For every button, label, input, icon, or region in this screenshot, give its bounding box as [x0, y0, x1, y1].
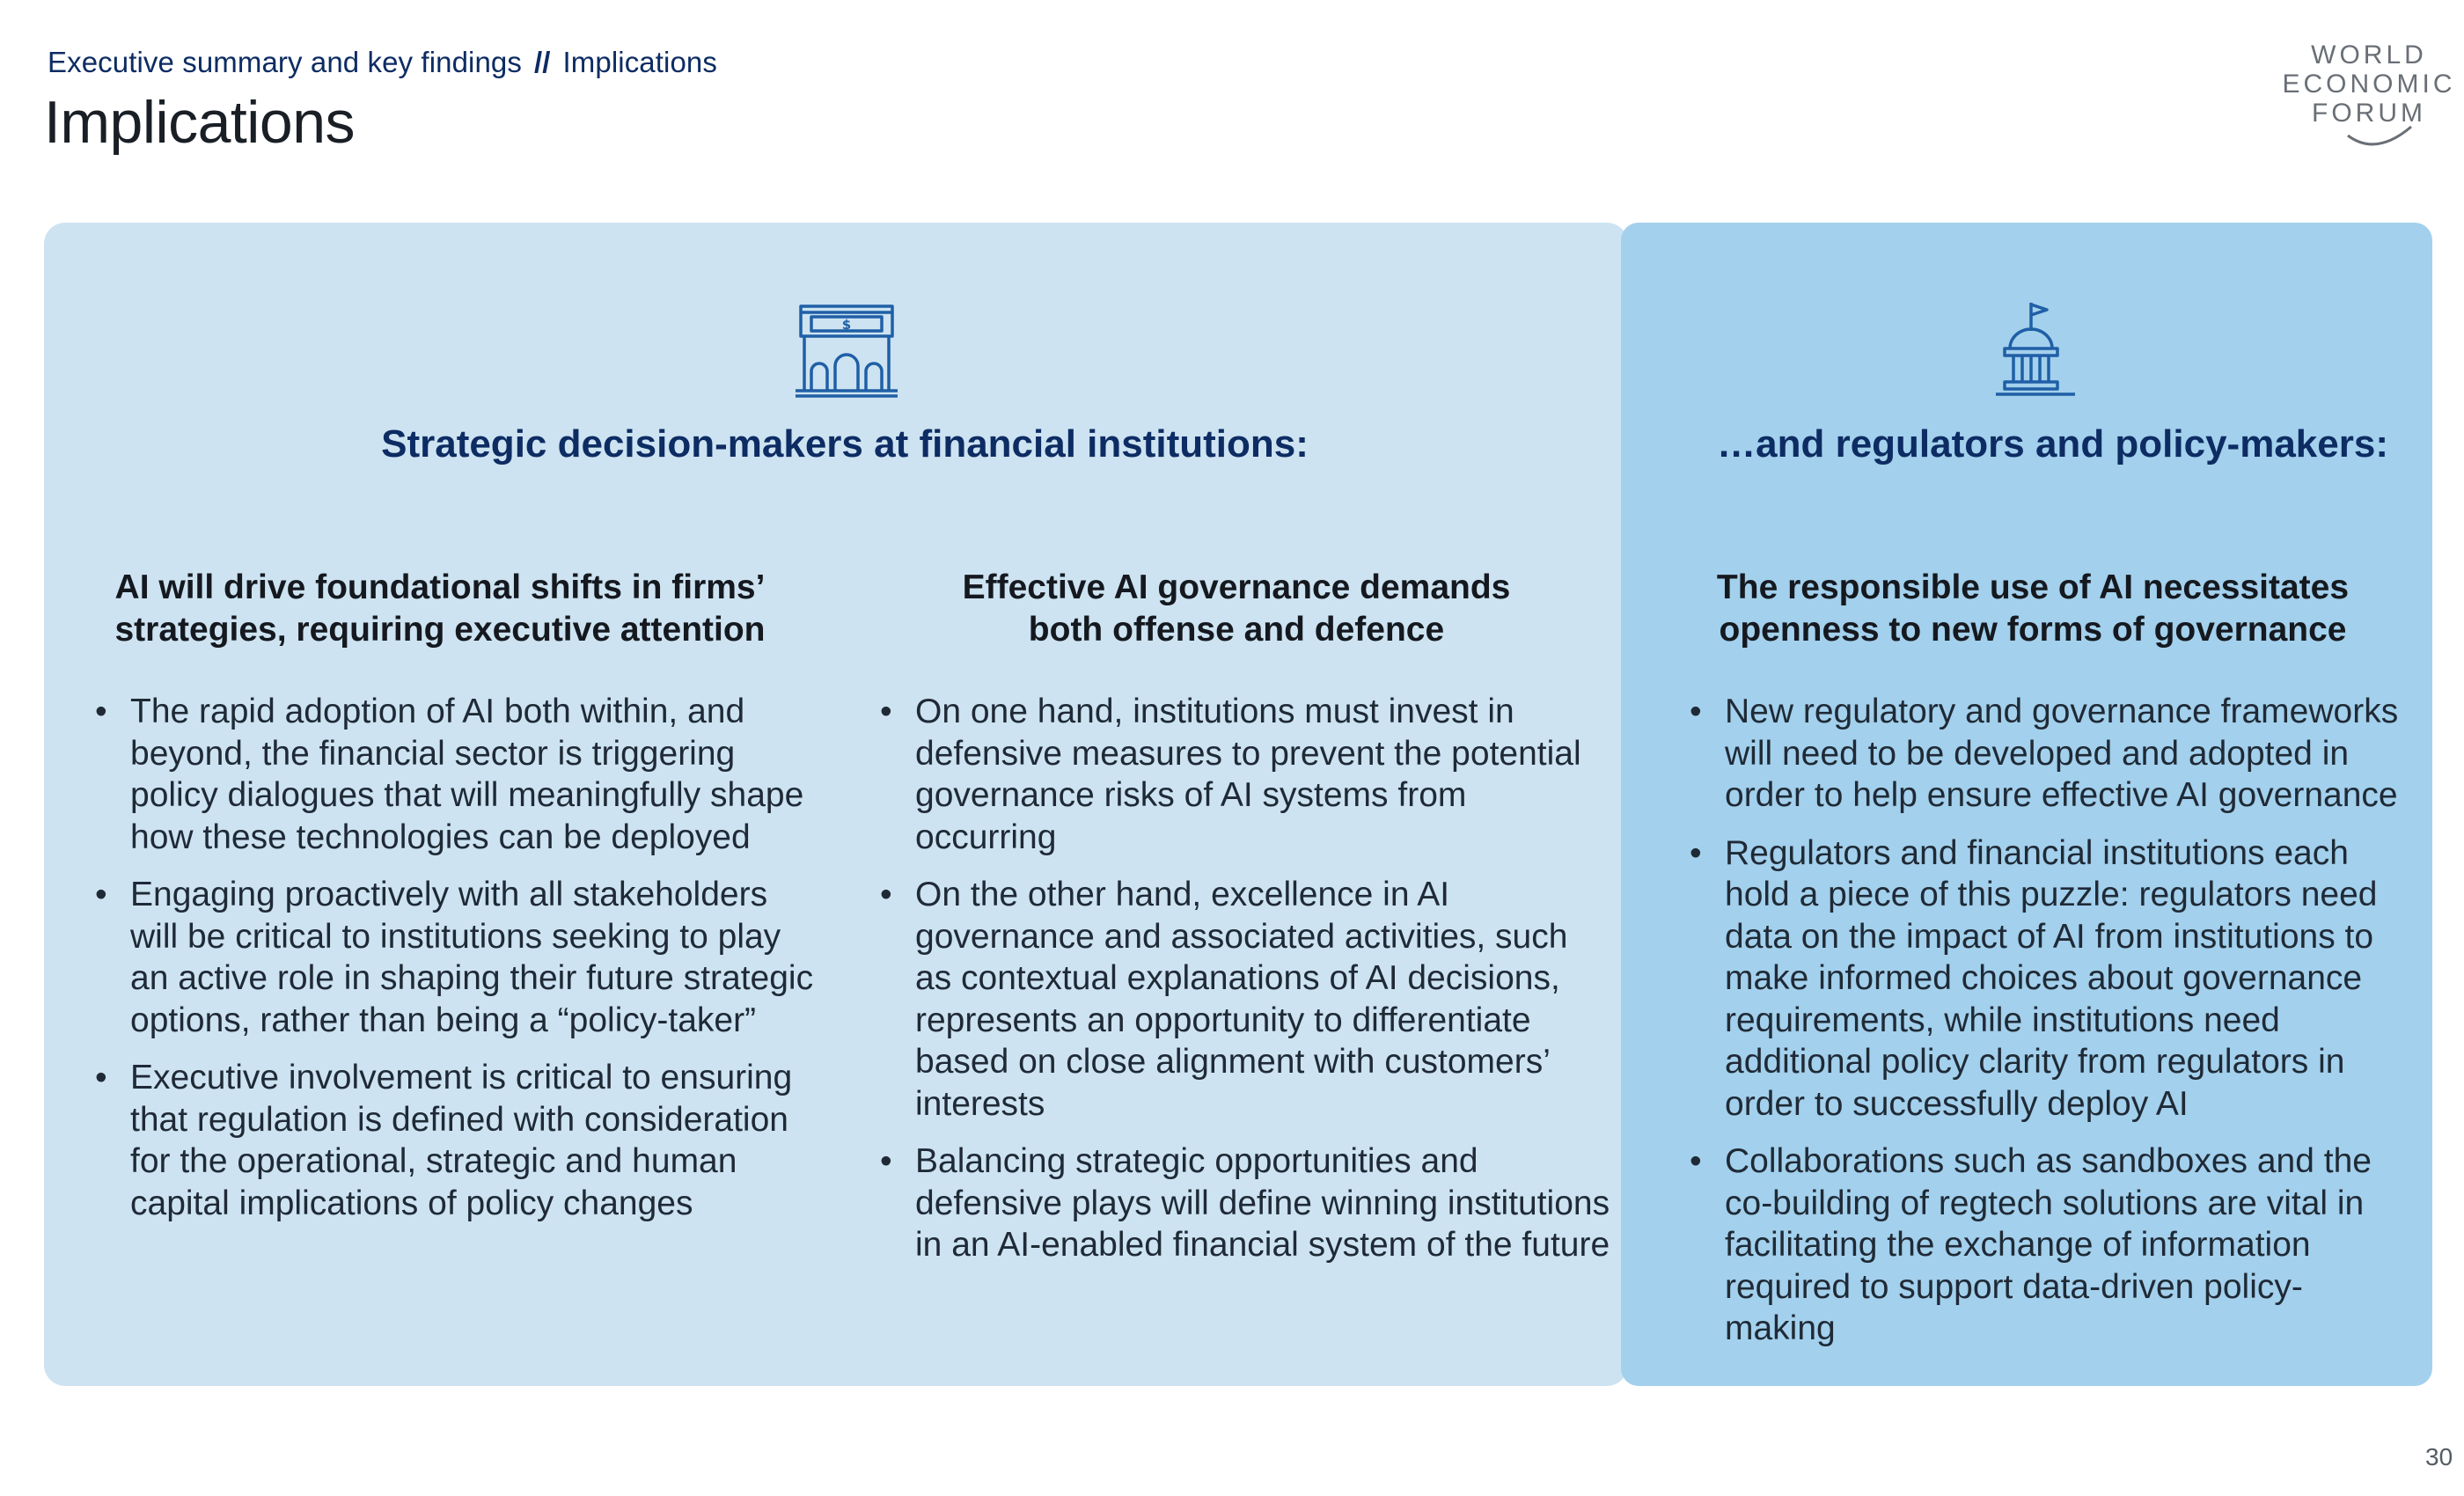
page-title: Implications [44, 89, 356, 156]
bullet-item: • Executive involvement is critical to ensuring that regulation is defined with consideration for the operational, strategic and human capital implications of policy changes [95, 1057, 817, 1224]
bank-storefront-icon [792, 299, 901, 401]
column-1-bullet-list [95, 691, 817, 1240]
column-3-heading [1672, 567, 2394, 651]
bullet-item: • Balancing strategic opportunities and defensive plays will define winning institutions in an AI-enabled financial system of the future [880, 1140, 1610, 1266]
regulators-section-heading-text: …and regulators and policy-makers: [1717, 422, 2388, 466]
column-3-heading-line-1: The responsible use of AI necessitates [1716, 568, 2350, 606]
breadcrumb-separator: // [533, 46, 551, 78]
page-number: 30 [2425, 1443, 2453, 1470]
bullet-item: • The rapid adoption of AI both within, and beyond, the financial sector is triggering policy dialogues that will meaningfully shape how these technologies can be deployed [95, 691, 817, 858]
bullet-item: • On one hand, institutions must invest in defensive measures to prevent the potential governance risks of AI systems from occurring [880, 691, 1610, 858]
bullet-item: • Engaging proactively with all stakeholders will be critical to institutions seeking to play an active role in shaping their future strategic options, rather than being a “policy-taker” [95, 874, 817, 1041]
logo-line-world: WORLD [2311, 40, 2427, 70]
breadcrumb-page[interactable]: Implications [562, 46, 717, 78]
column-1-heading [88, 567, 792, 651]
bullet-item: • Collaborations such as sandboxes and the co-building of regtech solutions are vital in facilitating the exchange of information required to support data-driven policy-making [1690, 1140, 2407, 1350]
world-economic-forum-logo[interactable] [2281, 40, 2457, 146]
column-3-bullet-list [1690, 691, 2407, 1366]
column-1-heading-line-1: AI will drive foundational shifts in firms’ [114, 568, 766, 606]
svg-text:$: $ [841, 317, 852, 333]
column-2-heading-line-2: both offense and defence [1028, 611, 1445, 649]
bullet-item: • On the other hand, excellence in AI governance and associated activities, such as contextual explanations of AI decisions, represents an opportunity to differentiate based on close alignment with customers’ interests [880, 874, 1610, 1125]
column-1-heading-line-2: strategies, requiring executive attention [114, 611, 766, 649]
logo-arc-icon [2281, 40, 2457, 146]
breadcrumb [48, 46, 717, 79]
government-building-icon [1994, 299, 2082, 403]
column-2-bullet-list [880, 691, 1610, 1282]
regulators-section-heading [1621, 422, 2432, 466]
breadcrumb-section[interactable]: Executive summary and key findings [48, 46, 522, 78]
institutions-section-heading: Strategic decision-makers at financial institutions: [381, 422, 1309, 466]
column-3-heading-line-2: openness to new forms of governance [1719, 611, 2347, 649]
column-2-heading-line-1: Effective AI governance demands [962, 568, 1511, 606]
column-2-heading [876, 567, 1597, 651]
logo-line-economic: ECONOMIC [2282, 70, 2456, 99]
bullet-item: • New regulatory and governance frameworks will need to be developed and adopted in order to help ensure effective AI governance [1690, 691, 2407, 817]
bullet-item: • Regulators and financial institutions each hold a piece of this puzzle: regulators need data on the impact of AI from institutions to make informed choices about governance requirements, while institutions need additional policy clarity from regulators in order to successfully deploy AI [1690, 832, 2407, 1126]
logo-line-forum: FORUM [2312, 99, 2426, 128]
